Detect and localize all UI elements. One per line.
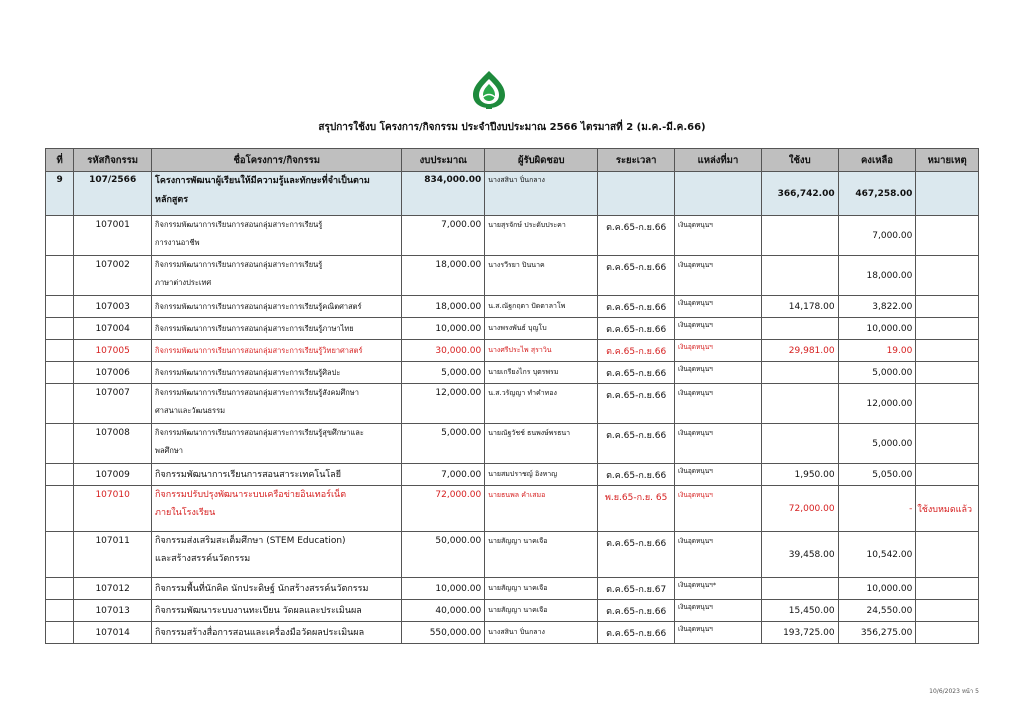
table-row [46,384,979,424]
activity-note [916,384,979,424]
activity-note [916,256,979,296]
activity-period: ต.ค.65-ก.ย.66 [598,256,675,296]
activity-owner: นายสัญญา นาคเจือ [485,532,598,578]
activity-name-line1: กิจกรรมปรับปรุงพัฒนาระบบเครือข่ายอินเทอร์เน็ต [155,490,347,500]
activity-owner: น.ส.วรัญญา ทำคำทอง [485,384,598,424]
activity-used [761,362,838,384]
activity-code: 107001 [74,216,152,256]
activity-name [152,384,402,424]
activity-source: เงินอุดหนุนฯ [675,296,762,318]
activity-owner: นายสุรจักษ์ ประดับประคา [485,216,598,256]
activity-note [916,578,979,600]
column-header: หมายเหตุ [916,149,979,172]
activity-owner: นายสัญญา นาคเจือ [485,600,598,622]
activity-code: 107003 [74,296,152,318]
activity-name [152,216,402,256]
activity-remaining: 19.00 [838,340,916,362]
activity-used [761,318,838,340]
project-row [46,172,979,216]
table-row [46,622,979,644]
activity-source: เงินอุดหนุนฯ [675,256,762,296]
activity-name [152,256,402,296]
row-no [46,384,74,424]
activity-used: 72,000.00 [761,486,838,532]
activity-name-line2: ภาษาต่างประเทศ [155,278,212,287]
activity-budget: 10,000.00 [402,578,485,600]
activity-owner: นางพรงพันธ์ บุญโบ [485,318,598,340]
activity-code: 107007 [74,384,152,424]
row-no [46,362,74,384]
column-header: ที่ [46,149,74,172]
activity-source: เงินอุดหนุนฯ [675,424,762,464]
activity-name [152,578,402,600]
column-header: คงเหลือ [838,149,916,172]
activity-budget: 18,000.00 [402,256,485,296]
row-no [46,318,74,340]
activity-budget: 550,000.00 [402,622,485,644]
activity-name-line1: กิจกรรมส่งเสริมสะเต็มศึกษา (STEM Education) [155,536,346,546]
activity-name [152,318,402,340]
activity-period: พ.ย.65-ก.ย. 65 [598,486,675,532]
row-no [46,622,74,644]
table-row [46,256,979,296]
project-name-line1: โครงการพัฒนาผู้เรียนให้มีความรู้และทักษะที่จำเป็นตาม [155,176,370,186]
activity-source: เงินอุดหนุนฯ [675,464,762,486]
activity-name [152,340,402,362]
activity-name-line1: กิจกรรมพัฒนาการเรียนการสอนกลุ่มสาระการเรียนรู้สุขศึกษาและ [155,428,364,437]
activity-remaining: 10,542.00 [838,532,916,578]
activity-name-line2: ภายในโรงเรียน [155,508,216,518]
project-no: 9 [46,172,74,216]
activity-period: ต.ค.65-ก.ย.67 [598,578,675,600]
activity-period: ต.ค.65-ก.ย.66 [598,340,675,362]
activity-budget: 72,000.00 [402,486,485,532]
table-row [46,362,979,384]
project-code: 107/2566 [74,172,152,216]
activity-used [761,424,838,464]
row-no [46,464,74,486]
activity-name [152,296,402,318]
activity-period: ต.ค.65-ก.ย.66 [598,318,675,340]
activity-name-line2: พลศึกษา [155,446,184,455]
activity-period: ต.ค.65-ก.ย.66 [598,216,675,256]
activity-period: ต.ค.65-ก.ย.66 [598,424,675,464]
activity-source: เงินอุดหนุนฯ [675,532,762,578]
budget-table [45,148,979,644]
activity-code: 107002 [74,256,152,296]
activity-used: 29,981.00 [761,340,838,362]
activity-owner: นายณัฐวัชช์ ธนพงษ์พรธนา [485,424,598,464]
activity-name [152,464,402,486]
project-owner: นางสสินา ปิ่นกลาง [485,172,598,216]
activity-remaining: - [838,486,916,532]
project-period [598,172,675,216]
activity-source: เงินอุดหนุนฯ [675,600,762,622]
project-name-line2: หลักสูตร [155,195,189,205]
activity-used: 14,178.00 [761,296,838,318]
activity-remaining: 5,000.00 [838,362,916,384]
activity-owner: นางรวีรยา ปินนาค [485,256,598,296]
activity-used [761,256,838,296]
column-header: ชื่อโครงการ/กิจกรรม [152,149,402,172]
activity-name-line1: กิจกรรมพัฒนาการเรียนการสอนกลุ่มสาระการเรียนรู้ภาษาไทย [155,323,354,333]
activity-owner: นางสสินา ปิ่นกลาง [485,622,598,644]
activity-name-line1: กิจกรรมพัฒนาการเรียนการสอนกลุ่มสาระการเรียนรู้ [155,220,323,229]
activity-budget: 5,000.00 [402,362,485,384]
activity-budget: 7,000.00 [402,464,485,486]
activity-remaining: 24,550.00 [838,600,916,622]
column-header: ผู้รับผิดชอบ [485,149,598,172]
activity-period: ต.ค.65-ก.ย.66 [598,362,675,384]
activity-name [152,486,402,532]
activity-note [916,622,979,644]
activity-name-line1: กิจกรรมพัฒนาการเรียนการสอนสาระเทคโนโลยี [155,469,341,480]
activity-name-line2: และสร้างสรรค์นวัตกรรม [155,554,251,564]
activity-note [916,362,979,384]
activity-name-line2: ศาสนาและวัฒนธรรม [155,406,226,415]
row-no [46,486,74,532]
activity-used: 1,950.00 [761,464,838,486]
project-remaining: 467,258.00 [838,172,916,216]
row-no [46,578,74,600]
activity-owner: นายธนพล คำเสมอ [485,486,598,532]
column-header: ใช้งบ [761,149,838,172]
table-row [46,486,979,532]
activity-note [916,424,979,464]
page-title: สรุปการใช้งบ โครงการ/กิจกรรม ประจำปีงบประมาณ 2566 ไตรมาสที่ 2 (ม.ค.-มี.ค.66) [318,122,706,133]
activity-remaining: 12,000.00 [838,384,916,424]
activity-owner: นางศรีประไพ สุราวิน [485,340,598,362]
activity-source: เงินอุดหนุนฯ* [675,578,762,600]
project-note [916,172,979,216]
activity-source: เงินอุดหนุนฯ [675,362,762,384]
activity-source: เงินอุดหนุนฯ [675,216,762,256]
activity-name [152,424,402,464]
activity-budget: 18,000.00 [402,296,485,318]
activity-note [916,216,979,256]
column-header: งบประมาณ [402,149,485,172]
page-footer: 10/6/2023 หน้า 5 [929,688,979,695]
activity-period: ต.ค.65-ก.ย.66 [598,532,675,578]
activity-name [152,622,402,644]
activity-note [916,296,979,318]
activity-remaining: 5,050.00 [838,464,916,486]
activity-code: 107005 [74,340,152,362]
table-row [46,340,979,362]
row-no [46,424,74,464]
activity-used [761,578,838,600]
activity-used: 15,450.00 [761,600,838,622]
activity-name-line1: กิจกรรมพัฒนาการเรียนการสอนกลุ่มสาระการเรียนรู้สังคมศึกษา [155,388,359,397]
activity-budget: 10,000.00 [402,318,485,340]
activity-remaining: 10,000.00 [838,578,916,600]
activity-code: 107004 [74,318,152,340]
activity-name [152,532,402,578]
activity-code: 107013 [74,600,152,622]
column-header: รหัสกิจกรรม [74,149,152,172]
activity-name-line2: การงานอาชีพ [155,238,200,247]
activity-period: ต.ค.65-ก.ย.66 [598,464,675,486]
activity-remaining: 10,000.00 [838,318,916,340]
activity-code: 107009 [74,464,152,486]
table-row [46,464,979,486]
activity-remaining: 3,822.00 [838,296,916,318]
activity-budget: 40,000.00 [402,600,485,622]
table-row [46,424,979,464]
activity-name-line1: กิจกรรมพื้นที่นักคิด นักประดิษฐ์ นักสร้างสรรค์นวัตกรรม [155,583,369,594]
column-header: ระยะเวลา [598,149,675,172]
row-no [46,600,74,622]
activity-budget: 50,000.00 [402,532,485,578]
activity-remaining: 7,000.00 [838,216,916,256]
project-source [675,172,762,216]
activity-budget: 12,000.00 [402,384,485,424]
activity-budget: 5,000.00 [402,424,485,464]
activity-name-line1: กิจกรรมพัฒนาการเรียนการสอนกลุ่มสาระการเรียนรู้วิทยาศาสตร์ [155,345,363,355]
activity-note [916,340,979,362]
activity-code: 107006 [74,362,152,384]
activity-owner: นายสัญญา นาคเจือ [485,578,598,600]
table-row [46,600,979,622]
activity-owner: นายสมปราชญ์ อิงหาญ [485,464,598,486]
table-row [46,578,979,600]
activity-period: ต.ค.65-ก.ย.66 [598,384,675,424]
activity-budget: 30,000.00 [402,340,485,362]
activity-note [916,600,979,622]
activity-used [761,384,838,424]
activity-source: เงินอุดหนุนฯ [675,622,762,644]
activity-owner: น.ส.ณัฐกฤตา ปัดตาลาโพ [485,296,598,318]
table-row [46,532,979,578]
row-no [46,296,74,318]
activity-note [916,532,979,578]
row-no [46,256,74,296]
activity-source: เงินอุดหนุนฯ [675,340,762,362]
activity-period: ต.ค.65-ก.ย.66 [598,622,675,644]
activity-code: 107012 [74,578,152,600]
activity-remaining: 356,275.00 [838,622,916,644]
activity-used: 193,725.00 [761,622,838,644]
activity-used: 39,458.00 [761,532,838,578]
activity-name-line1: กิจกรรมพัฒนาการเรียนการสอนกลุ่มสาระการเรียนรู้ศิลปะ [155,367,341,377]
activity-name-line1: กิจกรรมพัฒนาระบบงานทะเบียน วัดผลและประเมินผล [155,605,362,616]
activity-name-line1: กิจกรรมพัฒนาการเรียนการสอนกลุ่มสาระการเรียนรู้คณิตศาสตร์ [155,301,362,311]
row-no [46,216,74,256]
table-row [46,296,979,318]
activity-used [761,216,838,256]
activity-code: 107008 [74,424,152,464]
activity-remaining: 5,000.00 [838,424,916,464]
activity-source: เงินอุดหนุนฯ [675,318,762,340]
project-budget: 834,000.00 [402,172,485,216]
activity-note: ใช้งบหมดแล้ว [916,486,979,532]
activity-name-line1: กิจกรรมสร้างสื่อการสอนและเครื่องมือวัดผลประเมินผล [155,627,365,638]
activity-owner: นายเกรียงไกร บุตรพรม [485,362,598,384]
row-no [46,340,74,362]
activity-name-line1: กิจกรรมพัฒนาการเรียนการสอนกลุ่มสาระการเรียนรู้ [155,260,323,269]
activity-code: 107011 [74,532,152,578]
activity-note [916,318,979,340]
project-name [152,172,402,216]
row-no [46,532,74,578]
school-emblem-icon [470,70,508,110]
table-row [46,216,979,256]
activity-code: 107010 [74,486,152,532]
activity-note [916,464,979,486]
activity-name [152,362,402,384]
activity-period: ต.ค.65-ก.ย.66 [598,600,675,622]
activity-period: ต.ค.65-ก.ย.66 [598,296,675,318]
activity-code: 107014 [74,622,152,644]
activity-source: เงินอุดหนุนฯ [675,384,762,424]
column-header: แหล่งที่มา [675,149,762,172]
activity-remaining: 18,000.00 [838,256,916,296]
activity-source: เงินอุดหนุนฯ [675,486,762,532]
activity-budget: 7,000.00 [402,216,485,256]
activity-name [152,600,402,622]
table-row [46,318,979,340]
table-header [46,149,979,172]
project-used: 366,742.00 [761,172,838,216]
